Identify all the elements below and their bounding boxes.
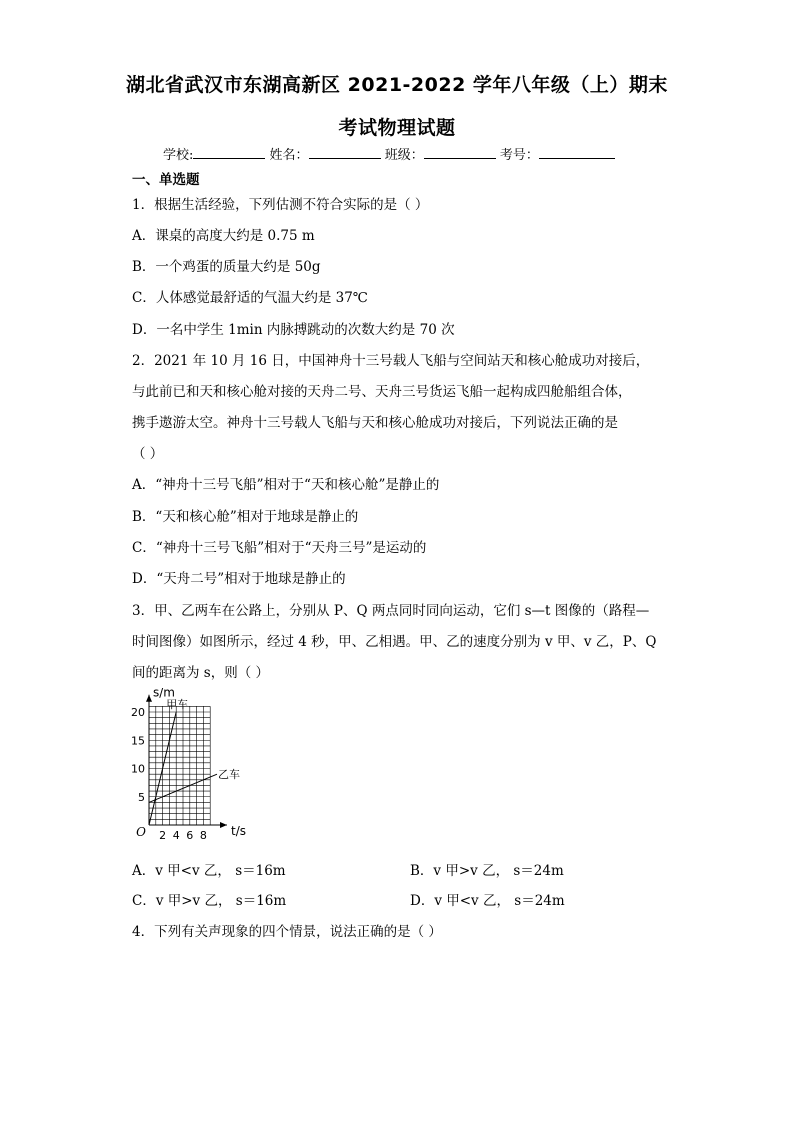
q1-option-c: C．人体感觉最舒适的气温大约是 37℃ <box>132 290 368 306</box>
page-subtitle: 考试物理试题 <box>338 117 456 139</box>
school-blank[interactable] <box>193 144 265 159</box>
q4-stem: 4．下列有关声现象的四个情景，说法正确的是（ ） <box>132 924 442 940</box>
series-label: 甲车 <box>166 698 189 711</box>
origin-label: O <box>136 825 146 839</box>
q3-stem-line: 时间图像）如图所示，经过 4 秒，甲、乙相遇。甲、乙的速度分别为 v 甲、v 乙，P、Q <box>132 634 657 650</box>
st-graph <box>130 688 340 840</box>
class-label: 班级： <box>384 148 424 163</box>
school-label: 学校: <box>163 148 194 163</box>
q2-option-a: A．“神舟十三号飞船”相对于“天和核心舱”是静止的 <box>132 477 440 493</box>
q2-option-b: B．“天和核心舱”相对于地球是静止的 <box>132 509 359 525</box>
q1-option-d: D．一名中学生 1min 内脉搏跳动的次数大约是 70 次 <box>132 322 455 338</box>
q3-stem-line: 间的距离为 s，则（ ） <box>132 665 270 681</box>
page-title: 湖北省武汉市东湖高新区 2021-2022 学年八年级（上）期末 <box>126 74 668 96</box>
q2-option-d: D．“天舟二号”相对于地球是静止的 <box>132 571 346 587</box>
y-tick-label: 5 <box>138 790 145 804</box>
q1-option-a: A．课桌的高度大约是 0.75 m <box>132 228 315 244</box>
q3-option-a: A．v 甲<v 乙， s＝16m <box>132 863 286 879</box>
q2-stem-line: 2．2021 年 10 月 16 日，中国神舟十三号载人飞船与空间站天和核心舱成功对接后， <box>132 353 650 369</box>
graph-labels <box>131 688 246 840</box>
y-tick-label: 10 <box>131 762 145 776</box>
exam-no-label: 考号： <box>499 148 539 163</box>
x-tick-label: 4 <box>172 829 180 840</box>
y-tick-label: 20 <box>131 706 145 719</box>
x-tick-label: 6 <box>186 829 194 840</box>
exam-no-blank[interactable] <box>539 144 615 159</box>
series-label: 乙车 <box>218 768 240 782</box>
name-blank[interactable] <box>309 144 381 159</box>
q2-stem-line: 与此前已和天和核心舱对接的天舟二号、天舟三号货运飞船一起构成四舱船组合体， <box>132 384 632 400</box>
q1-option-b: B．一个鸡蛋的质量大约是 50g <box>132 259 321 275</box>
q3-stem-line: 3．甲、乙两车在公路上，分别从 P、Q 两点同时同向运动，它们 s—t 图像的（路程— <box>132 603 650 619</box>
q1-stem: 1．根据生活经验，下列估测不符合实际的是（ ） <box>132 197 429 213</box>
section-heading: 一、单选题 <box>132 172 200 188</box>
y-axis-label: s/m <box>153 688 175 700</box>
q3-option-c: C．v 甲>v 乙， s＝16m <box>132 893 287 909</box>
name-label: 姓名： <box>269 148 309 163</box>
q2-stem-line: （ ） <box>132 446 164 462</box>
class-blank[interactable] <box>424 144 496 159</box>
x-axis-arrow <box>220 822 227 828</box>
q3-option-b: B．v 甲>v 乙， s＝24m <box>410 863 564 879</box>
x-tick-label: 8 <box>199 829 207 840</box>
q2-option-c: C．“神舟十三号飞船”相对于“天舟三号”是运动的 <box>132 540 427 556</box>
student-info-row <box>163 144 615 163</box>
y-tick-label: 15 <box>131 734 145 748</box>
q2-stem-line: 携手遨游太空。神舟十三号载人飞船与天和核心舱成功对接后，下列说法正确的是 <box>132 415 618 431</box>
y-axis-arrow <box>146 695 152 702</box>
x-axis-label: t/s <box>231 824 246 838</box>
x-tick-label: 2 <box>159 829 167 840</box>
graph-grid <box>149 706 210 825</box>
q3-option-d: D．v 甲<v 乙， s＝24m <box>410 893 565 909</box>
